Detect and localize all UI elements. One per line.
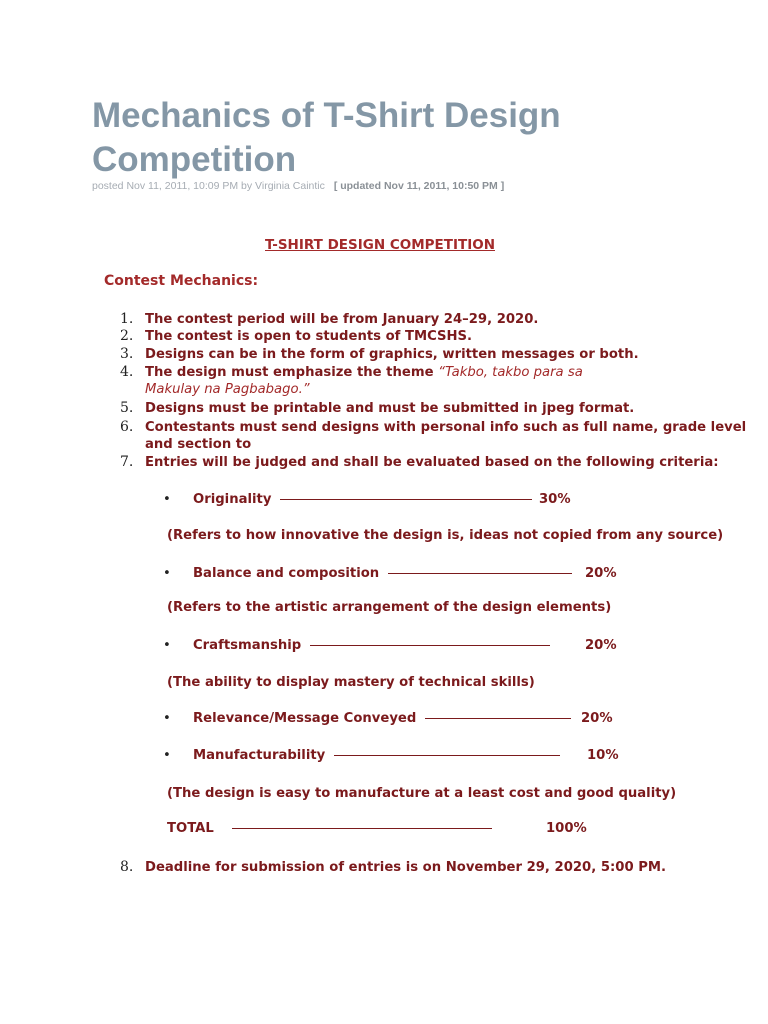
list-text: Contestants must send designs with personal info such as full name, grade level and section to [145,420,747,452]
criterion-note: (Refers to how innovative the design is, ideas not copied from any source) [167,528,724,543]
criterion-originality [163,492,571,507]
criterion-percent: 20% [585,638,617,653]
list-item [120,859,755,876]
criterion-manufacturability [163,748,619,763]
list-text: Deadline for submission of entries is on November 29, 2020, 5:00 PM. [145,860,667,875]
total-label: TOTAL [167,821,214,836]
bullet-icon: • [163,748,171,763]
post-byline: posted Nov 11, 2011, 10:09 PM by Virginia Caintic [92,180,325,192]
list-number: 4. [120,364,134,380]
document-heading: T-SHIRT DESIGN COMPETITION [265,237,495,253]
list-number: 6. [120,419,134,435]
list-number: 5. [120,400,134,416]
list-item [120,311,755,328]
criterion-label: Balance and composition [193,566,380,581]
list-item [120,400,755,417]
list-text: Entries will be judged and shall be evaluated based on the following criteria: [145,455,719,470]
criterion-label: Craftsmanship [193,638,302,653]
dash-line [280,499,532,500]
bullet-icon: • [163,638,171,653]
dash-line [232,828,492,829]
list-text: The contest period will be from January 24–29, 2020. [145,312,539,327]
criteria-total [167,821,587,836]
bullet-icon: • [163,566,171,581]
dash-line [425,718,571,719]
list-number: 7. [120,454,134,470]
criterion-craftsmanship [163,638,617,653]
bullet-icon: • [163,492,171,507]
list-text: Designs can be in the form of graphics, written messages or both. [145,347,639,362]
criterion-label: Originality [193,492,272,507]
post-title: Mechanics of T-Shirt Design Competition [92,96,561,179]
criterion-balance [163,566,617,581]
list-number: 3. [120,346,134,362]
list-item [120,454,755,471]
total-percent: 100% [546,821,587,836]
list-item [120,328,755,345]
list-item [120,364,615,398]
dash-line [388,573,572,574]
criterion-note: (Refers to the artistic arrangement of the design elements) [167,600,612,615]
contest-mechanics-heading: Contest Mechanics: [104,273,259,289]
list-item [120,346,755,363]
list-number: 2. [120,328,134,344]
dash-line [310,645,550,646]
post-updated: [ updated Nov 11, 2011, 10:50 PM ] [333,180,505,192]
list-text: The contest is open to students of TMCSHS. [145,329,473,344]
criterion-note: (The design is easy to manufacture at a least cost and good quality) [167,786,677,801]
criterion-label: Manufacturability [193,748,326,763]
criterion-percent: 20% [585,566,617,581]
list-text: The design must emphasize the theme [145,365,434,380]
list-number: 8. [120,859,134,875]
criterion-percent: 30% [539,492,571,507]
list-item [120,419,755,453]
criterion-percent: 10% [587,748,619,763]
criterion-percent: 20% [581,711,613,726]
bullet-icon: • [163,711,171,726]
criterion-label: Relevance/Message Conveyed [193,711,417,726]
post-meta [92,180,504,192]
criterion-relevance [163,711,613,726]
list-text: Designs must be printable and must be submitted in jpeg format. [145,401,635,416]
criterion-note: (The ability to display mastery of technical skills) [167,675,535,690]
list-number: 1. [120,311,134,327]
theme-text: “Takbo, takbo para sa Makulay na Pagbabago.” [145,365,583,397]
dash-line [334,755,560,756]
